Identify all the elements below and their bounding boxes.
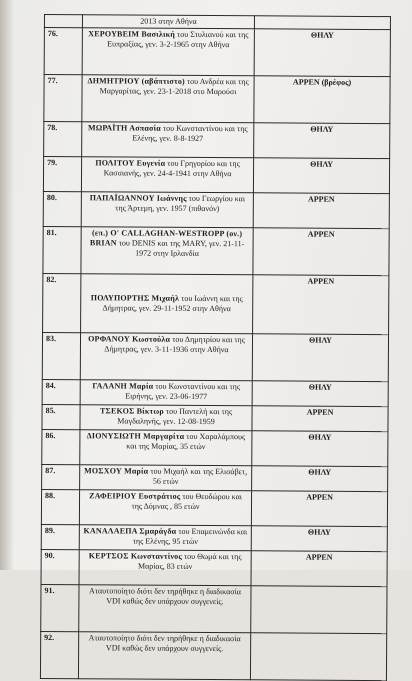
row-name-bold: ΟΡΦΑΝΟΥ Κωστούλα (88, 334, 171, 344)
row-name-cell (81, 157, 253, 193)
row-name-text: του Θωμά και της Μαρίας, 83 ετών (137, 551, 242, 571)
row-number: 78. (44, 122, 82, 157)
row-name-bold: ΖΑΦΕΙΡΙΟΥ Ευστράτιος (89, 491, 181, 501)
table-row (40, 631, 386, 680)
row-number: 86. (42, 429, 80, 464)
table-row (44, 28, 390, 77)
row-number: 87. (42, 464, 80, 489)
row-name-text: του Στυλιανού και της Ευπραξίας, γεν. 3-2-1965 στην Αθήνα (107, 29, 249, 50)
row-number: 85. (42, 404, 80, 429)
row-name-bold: ΔΗΜΗΤΡΙΟΥ (αβάπτιστο) (87, 76, 185, 86)
row-sex: ΑΡΡΕΝ (251, 551, 387, 587)
row-name-bold: ΠΟΛΙΤΟΥ Ευγενία (95, 158, 166, 168)
row-name-text: του Μιχαήλ και της Ελισάβετ, 56 ετών (148, 466, 248, 486)
row-name-bold: ΚΕΡΤΣΟΣ Κωνσταντίνος (88, 551, 182, 561)
row-sex: ΑΡΡΕΝ (251, 491, 387, 527)
row-name-text: του Θεοδώρου και της Δόμνας , 85 ετών (131, 491, 242, 511)
row-sex: ΘΗΛΥ (254, 123, 390, 159)
row-name-bold: ΠΑΠΑΪΩΑΝΝΟΥ Ιωάννης (89, 193, 187, 203)
row-number: 82. (43, 273, 81, 332)
row-name-cell (80, 333, 252, 381)
row-name-text: του Επαμεινώνδα και της Ελένης, 95 ετών (132, 526, 248, 546)
row-name-bold: ΜΩΡΑΪΤΗ Ασπασία (87, 123, 161, 133)
table-row (44, 122, 390, 159)
row-sex: ΘΗΛΥ (254, 29, 390, 77)
table-row (44, 75, 390, 124)
row-name-cell (80, 465, 252, 491)
row-number: 81. (43, 226, 81, 273)
row-name-text: του Γεωργίου και της Άρτεμη, γεν. 1957 (πιθανόν) (115, 193, 246, 214)
row-name-bold: ΚΑΝΑΛΑΕΠΑ Σμαράγδα (83, 526, 177, 536)
table-row (41, 549, 387, 586)
table-row (42, 379, 388, 406)
row-name-text: του Χαραλάμπους και της Μαρίας, 35 ετών (126, 431, 246, 451)
row-name-cell (82, 28, 254, 76)
row-number: 92. (40, 631, 78, 678)
row-name-bold: ΤΣΕΚΟΣ Βίκτωρ (99, 406, 164, 416)
row-note-cell: Αταυτοποίητο διότι δεν τηρήθηκε η διαδικασία VDI καθώς δεν υπάρχουν συγγενείς. (79, 585, 251, 633)
row-name-bold: ΔΙΟΝΥΣΙΩΤΗ Μαργαρίτα (86, 431, 185, 441)
row-name-cell (81, 227, 253, 275)
row-name-text: του Ανδρέα και της Μαργαρίτας, γεν. 23-1-2018 στο Μαρούσι (99, 76, 249, 97)
table-row (42, 404, 388, 431)
row-sex-cell (254, 16, 390, 30)
row-name-bold: ΓΑΛΑΝΗ Μαρία (92, 381, 154, 391)
table-row (43, 273, 389, 334)
row-name-cell (79, 550, 251, 586)
row-name-cell (82, 122, 254, 158)
row-sex: ΑΡΡΕΝ (253, 228, 389, 276)
row-name-cell (80, 430, 252, 466)
row-name-cell (81, 192, 253, 228)
row-sex: ΘΗΛΥ (252, 381, 388, 407)
row-name-bold: (επ.) Ο' CALLAGHAN-WESTROPP (ον.) BRIAN (89, 228, 243, 248)
row-name-cell (79, 490, 251, 526)
row-name-cell (79, 525, 251, 551)
row-name-text: του Γρηγορίου και της Κασσιανής, γεν. 24-4-1941 στην Αθήνα (103, 158, 240, 179)
page-edge-shadow (0, 0, 14, 570)
table-row (42, 464, 388, 491)
row-number: 83. (42, 332, 80, 379)
row-name-text: του Κωνσταντίνου και της Ελένης, γεν. 8-8-1927 (132, 123, 248, 143)
row-name-bold: ΜΟΣΧΟΥ Μαρία (84, 466, 149, 476)
row-number: 84. (42, 379, 80, 404)
row-note-cell: Αταυτοποίητο διότι δεν τηρήθηκε η διαδικασία VDI καθώς δεν υπάρχουν συγγενείς. (78, 632, 250, 680)
row-name-cell (80, 405, 252, 431)
victims-register-table (40, 14, 391, 681)
row-name-cell (80, 380, 252, 406)
row-sex: ΘΗΛΥ (251, 526, 387, 552)
row-name-cell (81, 274, 253, 334)
row-number: 76. (44, 28, 82, 75)
row-name-text: του Δημητρίου και της Δήμητρας, γεν. 3-11-1936 στην Αθήνα (104, 334, 245, 355)
table-row (43, 226, 389, 275)
row-name-text: του DENIS και της MARY, γεν. 21-11-1972 στην Ιρλανδία (116, 238, 245, 258)
row-number: 88. (41, 489, 79, 524)
row-number: 91. (41, 584, 79, 631)
row-sex: ΑΡΡΕΝ (252, 406, 388, 432)
row-name-bold: ΧΕΡΟΥΒΕΙΜ Βασιλική (88, 29, 176, 39)
row-name-text: του Παντελή και της Μαγδαληνής, γεν. 12-08-1959 (117, 406, 233, 427)
row-name-text: του Ιωάννη και της Δήμητρας, γεν. 29-11-1952 στην Αθήνα (102, 293, 243, 314)
row-number: 79. (43, 157, 81, 192)
row-number: 80. (43, 191, 81, 226)
row-sex (250, 633, 386, 681)
row-name-bold: ΠΟΛΥΠΟΡΤΗΣ Μιχαήλ (90, 293, 180, 303)
table-row (43, 191, 389, 228)
table-row (42, 332, 388, 381)
row-sex: ΘΗΛΥ (253, 158, 389, 194)
table-row (41, 489, 387, 526)
row-sex: ΘΗΛΥ (252, 466, 388, 492)
row-number: 89. (41, 524, 79, 549)
row-number: 90. (41, 549, 79, 584)
table-row (43, 157, 389, 194)
row-sex: ΘΗΛΥ (252, 334, 388, 382)
row-name-cell (82, 75, 254, 123)
row-number: 77. (44, 75, 82, 122)
table-row (41, 584, 387, 633)
row-sex: ΑΡΡΕΝ (253, 193, 389, 229)
row-name-text: του Κωνσταντίνου και της Ειρήνης, γεν. 23-06-1977 (125, 381, 241, 402)
row-sex: ΘΗΛΥ (252, 431, 388, 467)
table-row (42, 429, 388, 466)
row-sex: ΑΡΡΕΝ (βρέφος) (254, 76, 390, 124)
row-number-cell (44, 15, 82, 28)
table-row (41, 524, 387, 551)
row-name-cell: 2013 στην Αθήνα (82, 15, 254, 29)
row-sex: ΑΡΡΕΝ (253, 275, 389, 335)
row-sex (251, 586, 387, 634)
